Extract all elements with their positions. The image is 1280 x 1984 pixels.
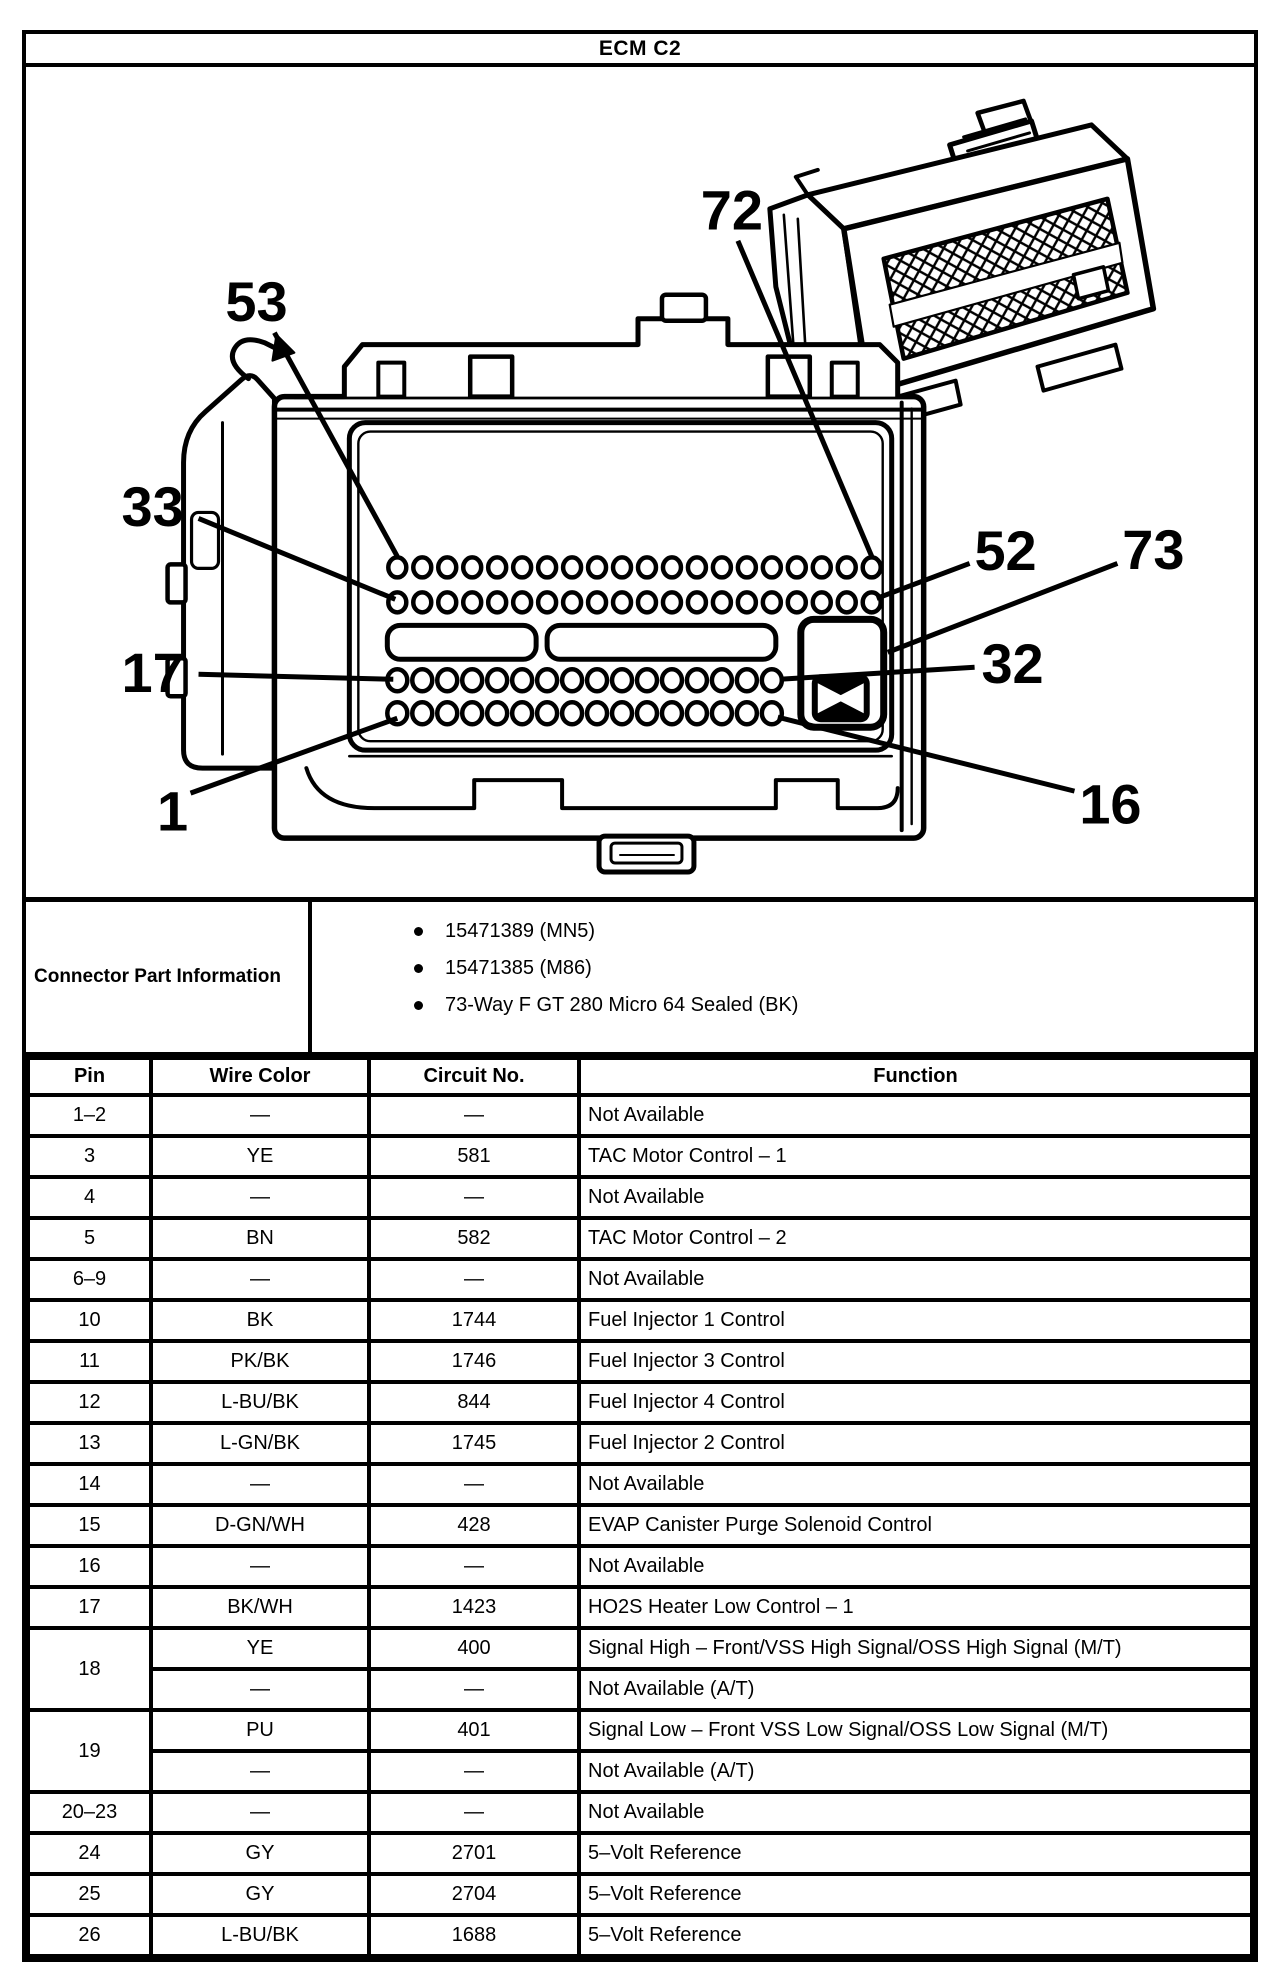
table-row — [28, 1874, 1252, 1915]
pin-hole — [788, 557, 806, 577]
connector-diagram-svg — [26, 67, 1254, 897]
function-cell: Signal Low – Front VSS Low Signal/OSS Low Signal (M/T) — [579, 1710, 1252, 1751]
circuit-no-cell: — — [369, 1751, 579, 1792]
pin-cell: 11 — [28, 1341, 151, 1382]
pin-hole — [687, 669, 707, 691]
pin-hole — [462, 669, 482, 691]
function-cell: TAC Motor Control – 1 — [579, 1136, 1252, 1177]
wire-color-cell: BK/WH — [151, 1587, 369, 1628]
pin-hole — [512, 669, 532, 691]
pin-hole — [412, 669, 432, 691]
pin-hole — [863, 557, 881, 577]
table-row — [28, 1628, 1252, 1669]
pin-cell: 15 — [28, 1505, 151, 1546]
circuit-no-cell: — — [369, 1669, 579, 1710]
pin-hole — [662, 702, 682, 724]
pin-hole — [638, 592, 656, 612]
pin-cell: 1–2 — [28, 1095, 151, 1136]
circuit-no-cell: — — [369, 1464, 579, 1505]
part-info-item — [414, 920, 1246, 943]
table-row — [28, 1218, 1252, 1259]
circuit-no-cell: — — [369, 1259, 579, 1300]
manual-page — [22, 30, 1258, 1962]
table-header-row — [28, 1058, 1252, 1095]
function-cell: Not Available (A/T) — [579, 1669, 1252, 1710]
pin-hole — [538, 557, 556, 577]
circuit-no-cell: 844 — [369, 1382, 579, 1423]
function-cell: Not Available — [579, 1792, 1252, 1833]
pin-hole — [712, 669, 732, 691]
wire-color-cell: — — [151, 1792, 369, 1833]
pin-hole — [612, 702, 632, 724]
circuit-no-cell: 1745 — [369, 1423, 579, 1464]
pin-cell: 12 — [28, 1382, 151, 1423]
pin-hole — [663, 557, 681, 577]
pin-hole — [813, 557, 831, 577]
pin-cell: 13 — [28, 1423, 151, 1464]
pin-hole — [663, 592, 681, 612]
table-row — [28, 1300, 1252, 1341]
table-row — [28, 1669, 1252, 1710]
callout-label-72: 72 — [700, 178, 763, 242]
pin-hole — [738, 557, 756, 577]
pin-hole — [462, 702, 482, 724]
wire-color-cell: — — [151, 1464, 369, 1505]
function-cell: 5–Volt Reference — [579, 1874, 1252, 1915]
pin-hole — [737, 702, 757, 724]
pin-hole — [613, 557, 631, 577]
table-row — [28, 1382, 1252, 1423]
circuit-no-cell: 2701 — [369, 1833, 579, 1874]
pin-hole — [763, 592, 781, 612]
part-info-item — [414, 994, 1246, 1017]
table-header-pin: Pin — [28, 1058, 151, 1095]
pin-cell: 3 — [28, 1136, 151, 1177]
wire-color-cell: YE — [151, 1628, 369, 1669]
pin-hole — [438, 557, 456, 577]
pin-hole — [713, 557, 731, 577]
pin-cell: 10 — [28, 1300, 151, 1341]
wire-color-cell: GY — [151, 1874, 369, 1915]
table-row — [28, 1095, 1252, 1136]
circuit-no-cell: 1423 — [369, 1587, 579, 1628]
function-cell: TAC Motor Control – 2 — [579, 1218, 1252, 1259]
circuit-no-cell: — — [369, 1177, 579, 1218]
function-cell: Not Available — [579, 1546, 1252, 1587]
wire-color-cell: YE — [151, 1136, 369, 1177]
function-cell: EVAP Canister Purge Solenoid Control — [579, 1505, 1252, 1546]
wire-color-cell: BN — [151, 1218, 369, 1259]
circuit-no-cell: 582 — [369, 1218, 579, 1259]
bullet-icon — [414, 1001, 423, 1010]
pin-hole — [763, 557, 781, 577]
wire-color-cell: — — [151, 1095, 369, 1136]
part-info-item — [414, 957, 1246, 980]
callout-label-33: 33 — [121, 474, 184, 538]
wire-color-cell: — — [151, 1259, 369, 1300]
pin-table-section — [26, 1056, 1254, 1958]
pin-hole — [788, 592, 806, 612]
pin-hole — [688, 592, 706, 612]
function-cell: HO2S Heater Low Control – 1 — [579, 1587, 1252, 1628]
callout-label-17: 17 — [121, 640, 184, 704]
function-cell: 5–Volt Reference — [579, 1833, 1252, 1874]
circuit-no-cell: 1746 — [369, 1341, 579, 1382]
pin-hole — [738, 592, 756, 612]
pin-cell: 16 — [28, 1546, 151, 1587]
pin-hole — [487, 702, 507, 724]
table-row — [28, 1136, 1252, 1177]
function-cell: Fuel Injector 3 Control — [579, 1341, 1252, 1382]
table-row — [28, 1546, 1252, 1587]
pin-cell: 18 — [28, 1628, 151, 1710]
callout-label-16: 16 — [1079, 772, 1142, 836]
table-row — [28, 1177, 1252, 1218]
pin-hole — [813, 592, 831, 612]
pin-hole — [637, 669, 657, 691]
pin-hole — [538, 592, 556, 612]
table-row — [28, 1259, 1252, 1300]
pin-hole — [488, 592, 506, 612]
circuit-no-cell: 1744 — [369, 1300, 579, 1341]
wire-color-cell: D-GN/WH — [151, 1505, 369, 1546]
function-cell: Fuel Injector 4 Control — [579, 1382, 1252, 1423]
pin-hole — [512, 702, 532, 724]
wire-color-cell: PU — [151, 1710, 369, 1751]
latch-keeper-icon — [812, 674, 870, 722]
pin-cell: 25 — [28, 1874, 151, 1915]
callout-label-53: 53 — [225, 270, 288, 334]
connector-title: ECM C2 — [598, 36, 682, 60]
pin-hole — [762, 669, 782, 691]
function-cell: Not Available — [579, 1259, 1252, 1300]
function-cell: Not Available — [579, 1095, 1252, 1136]
pin-hole — [588, 557, 606, 577]
part-info-item-text: 15471385 (M86) — [445, 957, 592, 979]
table-row — [28, 1587, 1252, 1628]
pin-hole — [413, 557, 431, 577]
pin-hole — [713, 592, 731, 612]
pin-hole — [613, 592, 631, 612]
connector-front-view — [168, 295, 924, 872]
pin-table-body — [28, 1095, 1252, 1956]
page-title — [26, 34, 1254, 67]
wire-color-cell: GY — [151, 1833, 369, 1874]
pin-hole — [438, 592, 456, 612]
table-row — [28, 1505, 1252, 1546]
wire-color-cell: L-BU/BK — [151, 1382, 369, 1423]
wire-color-cell: BK — [151, 1300, 369, 1341]
callout-label-1: 1 — [157, 779, 189, 843]
pin-hole — [463, 592, 481, 612]
pin-hole — [563, 557, 581, 577]
pin-cell: 24 — [28, 1833, 151, 1874]
pin-hole — [562, 702, 582, 724]
pin-hole — [562, 669, 582, 691]
pin-hole — [413, 592, 431, 612]
pin-hole — [537, 702, 557, 724]
pin-hole — [662, 669, 682, 691]
function-cell: Not Available (A/T) — [579, 1751, 1252, 1792]
table-row — [28, 1341, 1252, 1382]
part-info-item-text: 73-Way F GT 280 Micro 64 Sealed (BK) — [445, 994, 799, 1016]
table-row — [28, 1915, 1252, 1956]
table-row — [28, 1792, 1252, 1833]
circuit-no-cell: — — [369, 1546, 579, 1587]
circuit-no-cell: 2704 — [369, 1874, 579, 1915]
pin-hole — [463, 557, 481, 577]
circuit-no-cell: 428 — [369, 1505, 579, 1546]
pin-cell: 14 — [28, 1464, 151, 1505]
table-row — [28, 1464, 1252, 1505]
circuit-no-cell: — — [369, 1095, 579, 1136]
pin-hole — [838, 592, 856, 612]
table-header-wire-color: Wire Color — [151, 1058, 369, 1095]
function-cell: Fuel Injector 1 Control — [579, 1300, 1252, 1341]
circuit-no-cell: 400 — [369, 1628, 579, 1669]
pin-hole — [563, 592, 581, 612]
wire-color-cell: — — [151, 1751, 369, 1792]
connector-part-information-label: Connector Part Information — [26, 902, 312, 1052]
table-header-function: Function — [579, 1058, 1252, 1095]
function-cell: Signal High – Front/VSS High Signal/OSS High Signal (M/T) — [579, 1628, 1252, 1669]
pin-hole — [737, 669, 757, 691]
pin-hole — [513, 557, 531, 577]
pin-cell: 5 — [28, 1218, 151, 1259]
table-row — [28, 1423, 1252, 1464]
pin-hole — [588, 592, 606, 612]
callout-label-32: 32 — [981, 631, 1044, 695]
bullet-icon — [414, 964, 423, 973]
wire-color-cell: — — [151, 1546, 369, 1587]
circuit-no-cell: 581 — [369, 1136, 579, 1177]
wire-color-cell: L-GN/BK — [151, 1423, 369, 1464]
wire-color-cell: PK/BK — [151, 1341, 369, 1382]
pin-hole — [437, 702, 457, 724]
pin-hole — [488, 557, 506, 577]
connector-part-information-section — [26, 902, 1254, 1056]
pin-hole — [688, 557, 706, 577]
circuit-no-cell: 1688 — [369, 1915, 579, 1956]
bullet-icon — [414, 927, 423, 936]
part-info-item-text: 15471389 (MN5) — [445, 920, 596, 942]
table-row — [28, 1751, 1252, 1792]
function-cell: Not Available — [579, 1464, 1252, 1505]
circuit-no-cell: — — [369, 1792, 579, 1833]
pin-hole — [537, 669, 557, 691]
pin-hole — [838, 557, 856, 577]
wire-color-cell: L-BU/BK — [151, 1915, 369, 1956]
connector-diagram — [26, 67, 1254, 902]
wire-color-cell: — — [151, 1177, 369, 1218]
pin-hole — [638, 557, 656, 577]
pin-cell: 17 — [28, 1587, 151, 1628]
pin-hole — [513, 592, 531, 612]
pin-hole — [412, 702, 432, 724]
function-cell: Fuel Injector 2 Control — [579, 1423, 1252, 1464]
pin-hole — [637, 702, 657, 724]
pin-hole — [487, 669, 507, 691]
pin-table-header — [28, 1058, 1252, 1095]
pin-hole — [587, 669, 607, 691]
connector-part-list — [312, 902, 1254, 1052]
callout-label-52: 52 — [974, 518, 1037, 582]
pin-hole — [388, 557, 406, 577]
pin-hole — [762, 702, 782, 724]
pin-cell: 6–9 — [28, 1259, 151, 1300]
function-cell: Not Available — [579, 1177, 1252, 1218]
callout-label-73: 73 — [1122, 517, 1185, 581]
circuit-no-cell: 401 — [369, 1710, 579, 1751]
pin-hole — [712, 702, 732, 724]
pin-hole — [587, 702, 607, 724]
function-cell: 5–Volt Reference — [579, 1915, 1252, 1956]
table-header-circuit-no-: Circuit No. — [369, 1058, 579, 1095]
table-row — [28, 1710, 1252, 1751]
table-row — [28, 1833, 1252, 1874]
wire-color-cell: — — [151, 1669, 369, 1710]
pin-hole — [437, 669, 457, 691]
pin-hole — [687, 702, 707, 724]
pin-cell: 20–23 — [28, 1792, 151, 1833]
pin-table — [26, 1056, 1254, 1958]
pin-cell: 26 — [28, 1915, 151, 1956]
pin-cell: 19 — [28, 1710, 151, 1792]
pin-cell: 4 — [28, 1177, 151, 1218]
pin-hole — [612, 669, 632, 691]
